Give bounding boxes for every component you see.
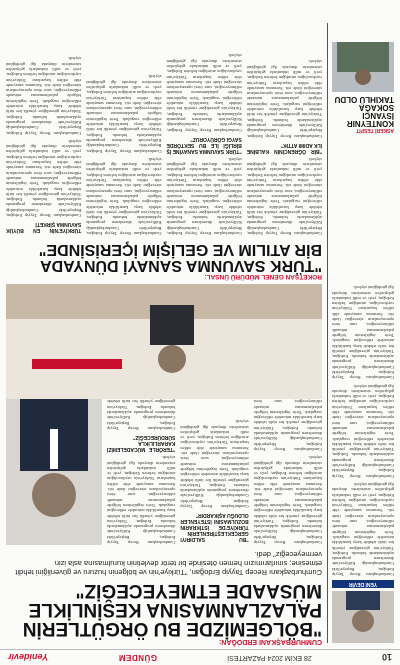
main-subhead-2: "TERÖRLE MÜCADELEMİZİ KARARLILIKLA SÜRDÜRECEĞİZ" (107, 433, 176, 452)
second-body-row (6, 21, 322, 236)
soldier-photo (332, 42, 394, 92)
main-headline-line3: MÜSAADE ETMEYECEĞİZ" (75, 580, 322, 601)
second-story (6, 9, 322, 399)
main-body-1: Cumhurbaşkanı Recep Tayyip Erdoğan, Beştepe'deki Cumhurbaşkanlığı Külliyesi'nde düzenlenen programda açıklamalarda bulundu. Erdoğan, Türkiye'nin güvenliğine yönelik her türlü tehdide karşı kararlılıkla mücadele edileceğini vurguladı. Terör örgütlerinin bölgede palazlanmasına müsaade edilmeyeceğini, sınır ötesi operasyonların süreceğini ifade etti. Savunma sanayinde elde edilen başarıların Türkiye'nin caydırıcılığını artırdığını belirten Erdoğan, yerli ve milli imkanlarla geliştirilen sistemlerin dünyada ilgi gördüğünü söyledi. (253, 455, 322, 545)
main-col-2 (180, 385, 248, 545)
main-body-row (6, 385, 322, 545)
main-subhead-1: "BU SALDIRIYI GERÇEKLEŞTİRENLERİN TÜRKİYE'DE İSTİKRARIN BOZULMASINI İSTEYENLER OLDUĞU AŞİKARDIR" (180, 512, 249, 542)
brand-logo: Yenidevir (8, 652, 49, 663)
column-divider (327, 23, 328, 643)
second-col-1 (247, 21, 322, 236)
person-photo (332, 591, 394, 643)
main-col-3 (107, 385, 175, 545)
main-body-2: Cumhurbaşkanı Recep Tayyip Erdoğan, Beştepe'deki Cumhurbaşkanlığı Külliyesi'nde düzenlenen programda açıklamalarda bulundu. Erdoğan, Türkiye'nin güvenliğine yönelik her türlü tehdide karşı kararlılıkla mücadele edileceğini vurguladı. Terör örgütlerinin bölgede palazlanmasına müsaade edilmeyeceğini, sınır ötesi operasyonların süreceğini ifade etti. Savunma sanayinde elde edilen başarıların Türkiye'nin caydırıcılığını artırdığını belirten Erdoğan, yerli ve milli imkanlarla geliştirilen sistemlerin dünyada ilgi gördüğünü söyledi. (180, 419, 249, 509)
erdogan-image (6, 385, 102, 545)
main-body-1b: Cumhurbaşkanı Recep Tayyip Erdoğan, Beştepe'deki Cumhurbaşkanlığı Külliyesi'nde düzenlenen programda açıklamalarda bulundu. Erdoğan, Türkiye'nin güvenliğine yönelik her türlü tehdide karşı kararlılıkla mücadele edileceğini vurguladı. Terör örgütlerinin bölgede palazlanmasına müsaade edilmeyeceğini, sınır ötesi (253, 399, 322, 452)
second-body-1b: Cumhurbaşkanı Recep Tayyip Erdoğan, Beştepe'deki Cumhurbaşkanlığı Külliyesi'nde düzenlenen programda açıklamalarda bulundu. Erdoğan, Türkiye'nin güvenliğine yönelik her türlü tehdide karşı kararlılıkla mücadele edileceğini vurguladı. Terör örgütlerinin bölgede palazlanmasına müsaade edilmeyeceğini, sınır ötesi operasyonların süreceğini ifade etti. Savunma sanayinde elde edilen başarıların Türkiye'nin caydırıcılığını artırdığını belirten Erdoğan, yerli ve milli imkanlarla geliştirilen sistemlerin dünyada ilgi gördüğünü söyledi. (246, 59, 322, 139)
main-body-3b: Cumhurbaşkanı Recep Tayyip Erdoğan, Beştepe'deki Cumhurbaşkanlığı Külliyesi'nde düzenlenen programda açıklamalarda bulundu. Erdoğan, Türkiye'nin güvenliğine yönelik her türlü tehdide (107, 399, 176, 431)
second-body-1: Cumhurbaşkanı Recep Tayyip Erdoğan, Beştepe'deki Cumhurbaşkanlığı Külliyesi'nde düzenlenen programda açıklamalarda bulundu. Erdoğan, Türkiye'nin güvenliğine yönelik her türlü tehdide karşı kararlılıkla mücadele edileceğini vurguladı. Terör örgütlerinin bölgede palazlanmasına müsaade edilmeyeceğini, sınır ötesi operasyonların süreceğini ifade etti. Savunma sanayinde elde edilen başarıların Türkiye'nin caydırıcılığını artırdığını belirten Erdoğan, yerli ve milli imkanlarla geliştirilen sistemlerin dünyada ilgi gördüğünü söyledi. (246, 156, 322, 236)
second-headline-line2: BİR ATILIM VE GELİŞİM İÇERİSİNDE" (38, 241, 322, 258)
left-body-2: Cumhurbaşkanı Recep Tayyip Erdoğan, Beştepe'deki Cumhurbaşkanlığı Külliyesi'nde düzenlenen programda açıklamalarda bulundu. Erdoğan, Türkiye'nin güvenliğine yönelik her türlü tehdide karşı kararlılıkla mücadele edileceğini vurguladı. Terör örgütlerinin bölgede palazlanmasına müsaade edilmeyeceğini, sınır ötesi operasyonların süreceğini ifade etti. Savunma sanayinde elde edilen başarıların Türkiye'nin caydırıcılığını artırdığını belirten Erdoğan, yerli ve milli imkanlarla geliştirilen sistemlerin dünyada ilgi gördüğünü söyledi. (332, 383, 394, 479)
left-column-text (332, 137, 394, 577)
second-headline-line1: "TÜRK SAVUNMA SANAYİ DÜNYADA (40, 257, 322, 274)
second-col-4 (6, 21, 81, 236)
left-body: Cumhurbaşkanı Recep Tayyip Erdoğan, Beştepe'deki Cumhurbaşkanlığı Külliyesi'nde düzenlenen programda açıklamalarda bulundu. Erdoğan, Türkiye'nin güvenliğine yönelik her türlü tehdide karşı kararlılıkla mücadele edileceğini vurguladı. Terör örgütlerinin bölgede palazlanmasına müsaade edilmeyeceğini, sınır ötesi operasyonların süreceğini ifade etti. Savunma sanayinde elde edilen başarıların Türkiye'nin caydırıcılığını artırdığını belirten Erdoğan, yerli ve milli imkanlarla geliştirilen sistemlerin dünyada ilgi gördüğünü söyledi. (332, 481, 394, 577)
second-body-2: Cumhurbaşkanı Recep Tayyip Erdoğan, Beştepe'deki Cumhurbaşkanlığı Külliyesi'nde düzenlenen programda açıklamalarda bulundu. Erdoğan, Türkiye'nin güvenliğine yönelik her türlü tehdide karşı kararlılıkla mücadele edileceğini vurguladı. Terör örgütlerinin bölgede palazlanmasına müsaade edilmeyeceğini, sınır ötesi operasyonların süreceğini ifade etti. Savunma sanayinde elde edilen başarıların Türkiye'nin caydırıcılığını artırdığını belirten Erdoğan, yerli ve milli imkanlarla geliştirilen sistemlerin dünyada ilgi gördüğünü söyledi. (166, 156, 242, 236)
left-story-kicker: ASKERİ TESPİT (356, 127, 394, 133)
left-body-3: Cumhurbaşkanı Recep Tayyip Erdoğan, Beştepe'deki Cumhurbaşkanlığı Külliyesi'nde düzenlenen programda açıklamalarda bulundu. Erdoğan, Türkiye'nin güvenliğine yönelik her türlü tehdide karşı kararlılıkla mücadele edileceğini vurguladı. Terör örgütlerinin bölgede palazlanmasına müsaade edilmeyeceğini, sınır ötesi operasyonların süreceğini ifade etti. Savunma sanayinde elde edilen başarıların Türkiye'nin caydırıcılığını artırdığını belirten Erdoğan, yerli ve milli imkanlarla geliştirilen sistemlerin dünyada ilgi gördüğünü söyledi. (332, 285, 394, 381)
main-col-1 (254, 385, 322, 545)
soldier-image (332, 42, 394, 92)
main-story (6, 399, 322, 645)
badge-box: YENİ DEVİR (332, 580, 394, 588)
main-headline-line1: "BÖLGEMİZDE BU ÖRGÜTLERİN (22, 618, 322, 639)
second-subhead-1: "BİR ÖĞRENCİNİN KALBİNE İLK ADIMI ATTIK" (246, 141, 322, 154)
second-col-3 (86, 21, 161, 236)
conference-image (6, 284, 322, 399)
main-headline-line2: PALAZLANMASINA KESİNLİKLE (28, 599, 322, 620)
second-body-4b: Cumhurbaşkanı Recep Tayyip Erdoğan, Beştepe'deki Cumhurbaşkanlığı Külliyesi'nde düzenlenen programda açıklamalarda bulundu. Erdoğan, Türkiye'nin güvenliğine yönelik her türlü tehdide karşı kararlılıkla mücadele edileceğini vurguladı. Terör örgütlerinin bölgede palazlanmasına müsaade edilmeyeceğini, sınır ötesi operasyonların süreceğini ifade etti. Savunma sanayinde elde edilen başarıların Türkiye'nin caydırıcılığını artırdığını belirten Erdoğan, yerli ve milli imkanlarla geliştirilen sistemlerin dünyada ilgi gördüğünü söyledi. (6, 56, 82, 136)
erdogan-photo (6, 385, 102, 545)
main-kicker: CUMHURBAŞKANI ERDOĞAN: (218, 638, 322, 645)
conference-photo (6, 284, 322, 399)
main-lead: Cumhurbaşkanı Recep Tayyip Erdoğan, "Türkiye'nin ve bölgenin huzuru ve güvenliğini tehdit etmesine; sınırlarımızın hemen ötesinde bir terör devletinin kurulmasına asla izin vermeyeceğiz" dedi. (15, 550, 322, 577)
second-body-2b: Cumhurbaşkanı Recep Tayyip Erdoğan, Beştepe'deki Cumhurbaşkanlığı Külliyesi'nde düzenlenen programda açıklamalarda bulundu. Erdoğan, Türkiye'nin güvenliğine yönelik her türlü tehdide karşı kararlılıkla mücadele edileceğini vurguladı. Terör örgütlerinin bölgede palazlanmasına müsaade edilmeyeceğini, sınır ötesi operasyonların süreceğini ifade etti. Savunma sanayinde elde edilen başarıların Türkiye'nin caydırıcılığını artırdığını belirten Erdoğan, yerli ve milli imkanlarla geliştirilen sistemlerin dünyada ilgi gördüğünü söyledi. (166, 53, 242, 133)
second-subhead-3: TÜRKİYE'NİN EN BÜYÜK SAVUNMA ŞİRKETİ (6, 221, 82, 233)
second-kicker: ROKETSAN GENEL MÜDÜRÜ ÜNSAL: (204, 273, 322, 280)
second-body-3: Cumhurbaşkanı Recep Tayyip Erdoğan, Beştepe'deki Cumhurbaşkanlığı Külliyesi'nde düzenlenen programda açıklamalarda bulundu. Erdoğan, Türkiye'nin güvenliğine yönelik her türlü tehdide karşı kararlılıkla mücadele edileceğini vurguladı. Terör örgütlerinin bölgede palazlanmasına müsaade edilmeyeceğini, sınır ötesi operasyonların süreceğini ifade etti. Savunma sanayinde elde edilen başarıların Türkiye'nin caydırıcılığını artırdığını belirten Erdoğan, yerli ve milli imkanlarla geliştirilen sistemlerin dünyada ilgi gördüğünü söyledi. (86, 156, 162, 236)
second-subhead-2: "TÜRK SAVUNMA SANAYİNE İŞ BİRLİĞİ İLE BU SEKTÖRDE SAYGI GÖRÜYORUZ" (166, 135, 242, 154)
second-body-4: Cumhurbaşkanı Recep Tayyip Erdoğan, Beştepe'deki Cumhurbaşkanlığı Külliyesi'nde düzenlenen programda açıklamalarda bulundu. Erdoğan, Türkiye'nin güvenliğine yönelik her türlü tehdide karşı kararlılıkla mücadele edileceğini vurguladı. Terör örgütlerinin bölgede palazlanmasına müsaade edilmeyeceğini, sınır ötesi operasyonların süreceğini ifade etti. Savunma sanayinde elde edilen başarıların Türkiye'nin caydırıcılığını artırdığını belirten Erdoğan, yerli ve milli imkanlarla geliştirilen sistemlerin dünyada ilgi gördüğünü söyledi. (6, 138, 82, 218)
left-story-headline: KONTEYNIR İSYANCI SOKAĞA TAKIHLÜ OLDU (334, 95, 394, 128)
section-label: GÜNDEM (118, 653, 157, 662)
page-number: 10 (381, 652, 392, 663)
issue-date: 28 EKİM 2024 PAZARTESİ (227, 654, 312, 661)
second-body-3b: Cumhurbaşkanı Recep Tayyip Erdoğan, Beştepe'deki Cumhurbaşkanlığı Külliyesi'nde düzenlenen programda açıklamalarda bulundu. Erdoğan, Türkiye'nin güvenliğine yönelik her türlü tehdide karşı kararlılıkla mücadele edileceğini vurguladı. Terör örgütlerinin bölgede palazlanmasına müsaade edilmeyeceğini, sınır ötesi operasyonların süreceğini ifade etti. Savunma sanayinde elde edilen başarıların Türkiye'nin caydırıcılığını artırdığını belirten Erdoğan, yerli ve milli imkanlarla geliştirilen sistemlerin dünyada ilgi gördüğünü söyledi. (86, 74, 162, 154)
page-header-strip (0, 649, 400, 665)
main-body-3: Cumhurbaşkanı Recep Tayyip Erdoğan, Beştepe'deki Cumhurbaşkanlığı Külliyesi'nde düzenlenen programda açıklamalarda bulundu. Erdoğan, Türkiye'nin güvenliğine yönelik her türlü tehdide karşı kararlılıkla mücadele edileceğini vurguladı. Terör örgütlerinin bölgede palazlanmasına müsaade edilmeyeceğini, sınır ötesi operasyonların süreceğini ifade etti. Savunma sanayinde elde edilen başarıların Türkiye'nin caydırıcılığını artırdığını belirten Erdoğan, yerli ve milli imkanlarla geliştirilen sistemlerin dünyada ilgi gördüğünü söyledi. (107, 455, 176, 545)
portrait-photo (332, 591, 394, 643)
second-col-2 (167, 21, 242, 236)
left-column (332, 23, 394, 643)
